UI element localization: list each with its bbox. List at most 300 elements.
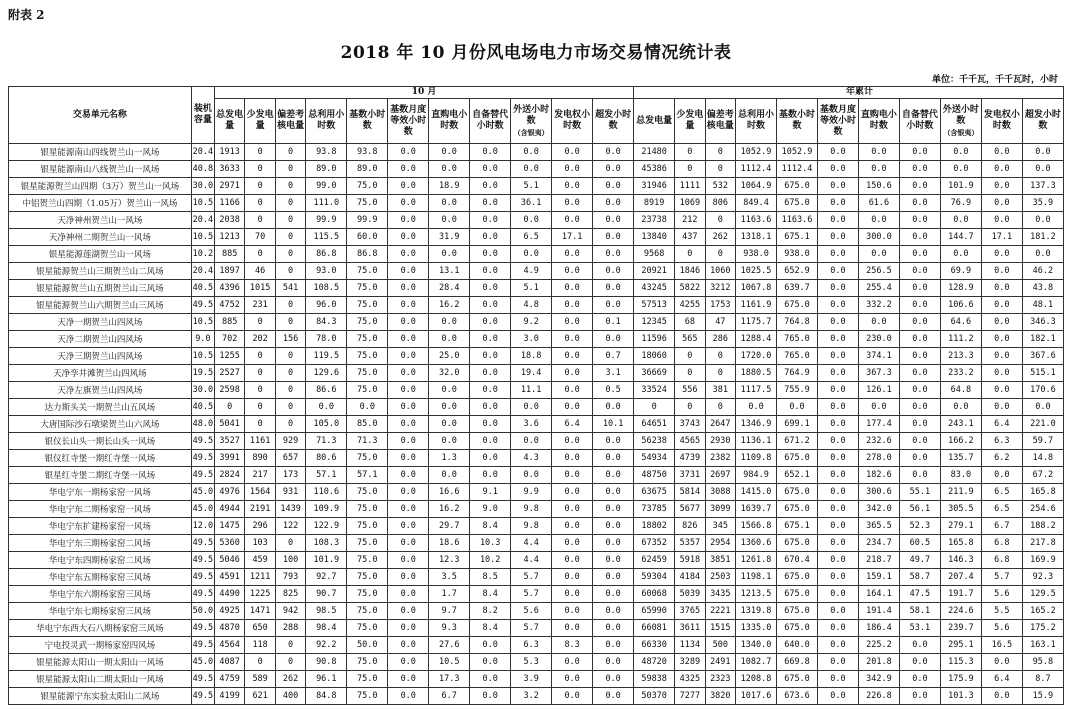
month-value-cell: 16.6	[429, 484, 470, 501]
year-value-cell: 1415.0	[736, 484, 777, 501]
year-value-cell: 3731	[675, 467, 705, 484]
unit-name-cell: 银仪红寺堡一期红寺堡一风场	[9, 450, 192, 467]
year-value-cell: 938.0	[736, 246, 777, 263]
month-value-cell: 98.4	[306, 620, 347, 637]
month-value-cell: 57.1	[306, 467, 347, 484]
year-value-cell: 207.4	[940, 569, 981, 586]
year-value-cell: 58.7	[899, 569, 940, 586]
month-value-cell: 93.8	[347, 144, 388, 161]
year-value-cell: 43.8	[1022, 280, 1063, 297]
year-value-cell: 233.2	[940, 365, 981, 382]
year-value-cell: 3743	[675, 416, 705, 433]
year-value-cell: 0.0	[817, 297, 858, 314]
month-value-cell: 10.3	[470, 535, 511, 552]
year-value-cell: 46.2	[1022, 263, 1063, 280]
year-value-cell: 61.6	[858, 195, 899, 212]
year-value-cell: 65990	[634, 603, 675, 620]
table-row	[9, 535, 1064, 552]
month-value-cell: 0.0	[511, 467, 552, 484]
year-value-cell: 262	[705, 229, 735, 246]
year-value-cell: 0.0	[981, 365, 1022, 382]
month-value-cell: 75.0	[347, 654, 388, 671]
year-value-cell: 0.0	[817, 637, 858, 654]
month-value-cell: 0.0	[388, 144, 429, 161]
month-value-cell: 71.3	[347, 433, 388, 450]
month-value-cell: 931	[275, 484, 305, 501]
year-value-cell: 45386	[634, 161, 675, 178]
month-value-cell: 0.0	[552, 535, 593, 552]
month-value-cell: 80.6	[306, 450, 347, 467]
year-value-cell: 0.0	[817, 654, 858, 671]
month-value-cell: 9.8	[511, 518, 552, 535]
month-value-cell: 96.0	[306, 297, 347, 314]
year-value-cell: 0.0	[981, 263, 1022, 280]
year-value-cell: 76.9	[940, 195, 981, 212]
capacity-cell: 49.5	[191, 467, 214, 484]
year-value-cell: 0.0	[899, 331, 940, 348]
month-value-cell: 3527	[214, 433, 244, 450]
month-value-cell: 4087	[214, 654, 244, 671]
year-value-cell: 673.6	[777, 688, 818, 705]
month-value-cell: 650	[245, 620, 275, 637]
year-value-cell: 3851	[705, 552, 735, 569]
capacity-cell: 10.5	[191, 195, 214, 212]
month-value-cell: 0	[245, 161, 275, 178]
month-value-cell: 0.0	[470, 671, 511, 688]
year-col-10: 发电权小时数	[981, 99, 1022, 144]
month-value-cell: 4752	[214, 297, 244, 314]
year-value-cell: 0.0	[736, 399, 777, 416]
table-row	[9, 671, 1064, 688]
month-value-cell: 0	[275, 297, 305, 314]
capacity-cell: 49.5	[191, 297, 214, 314]
year-value-cell: 243.1	[940, 416, 981, 433]
month-value-cell: 0.1	[593, 314, 634, 331]
table-row	[9, 518, 1064, 535]
year-value-cell: 33524	[634, 382, 675, 399]
month-value-cell: 0.0	[429, 246, 470, 263]
year-value-cell: 0.0	[817, 331, 858, 348]
year-value-cell: 0.0	[777, 399, 818, 416]
month-value-cell: 4.3	[511, 450, 552, 467]
unit-name-cell: 天净孪井滩贺兰山四风场	[9, 365, 192, 382]
month-value-cell: 0.0	[593, 399, 634, 416]
year-value-cell: 59304	[634, 569, 675, 586]
year-value-cell: 165.8	[1022, 484, 1063, 501]
year-value-cell: 67352	[634, 535, 675, 552]
year-value-cell: 1175.7	[736, 314, 777, 331]
year-value-cell: 0.0	[817, 195, 858, 212]
month-value-cell: 0.0	[593, 569, 634, 586]
month-value-cell: 89.0	[306, 161, 347, 178]
month-value-cell: 0.0	[388, 297, 429, 314]
month-col-3: 总利用小时数	[306, 99, 347, 144]
year-value-cell: 0.0	[817, 144, 858, 161]
month-value-cell: 0.0	[470, 280, 511, 297]
month-value-cell: 0	[275, 229, 305, 246]
year-value-cell: 129.5	[1022, 586, 1063, 603]
table-row	[9, 467, 1064, 484]
unit-name-cell: 银星能源贺兰山四期（3万）贺兰山一风场	[9, 178, 192, 195]
month-value-cell: 1166	[214, 195, 244, 212]
month-col-7: 自备替代小时数	[470, 99, 511, 144]
year-value-cell: 0	[705, 365, 735, 382]
year-value-cell: 15.9	[1022, 688, 1063, 705]
capacity-cell: 40.8	[191, 161, 214, 178]
month-value-cell: 0	[245, 178, 275, 195]
month-value-cell: 0.0	[552, 484, 593, 501]
month-value-cell: 0	[245, 212, 275, 229]
year-value-cell: 213.3	[940, 348, 981, 365]
month-value-cell: 9.9	[511, 484, 552, 501]
month-value-cell: 75.0	[347, 620, 388, 637]
month-value-cell: 0.0	[388, 348, 429, 365]
month-value-cell: 0	[245, 365, 275, 382]
month-value-cell: 0	[245, 144, 275, 161]
month-value-cell: 0.0	[429, 433, 470, 450]
month-value-cell: 2038	[214, 212, 244, 229]
month-value-cell: 9.2	[511, 314, 552, 331]
year-value-cell: 165.2	[1022, 603, 1063, 620]
month-value-cell: 0.0	[388, 331, 429, 348]
year-value-cell: 5822	[675, 280, 705, 297]
month-value-cell: 111.0	[306, 195, 347, 212]
year-value-cell: 165.8	[940, 535, 981, 552]
year-value-cell: 0.0	[981, 467, 1022, 484]
month-value-cell: 0.0	[429, 161, 470, 178]
year-value-cell: 5918	[675, 552, 705, 569]
year-value-cell: 0.0	[899, 433, 940, 450]
month-value-cell: 110.6	[306, 484, 347, 501]
unit-name-cell: 华电宁东四期杨家窑二风场	[9, 552, 192, 569]
year-value-cell: 3435	[705, 586, 735, 603]
year-value-cell: 0.0	[899, 178, 940, 195]
year-value-cell: 675.0	[777, 586, 818, 603]
year-value-cell: 5357	[675, 535, 705, 552]
year-value-cell: 5.7	[981, 569, 1022, 586]
month-value-cell: 3.0	[511, 331, 552, 348]
unit-note: 单位：千千瓦，千千瓦时，小时	[931, 75, 1058, 85]
year-value-cell: 6.4	[981, 416, 1022, 433]
year-value-cell: 0.0	[981, 382, 1022, 399]
year-value-cell: 669.8	[777, 654, 818, 671]
year-value-cell: 1064.9	[736, 178, 777, 195]
year-value-cell: 101.9	[940, 178, 981, 195]
year-value-cell: 0.0	[1022, 212, 1063, 229]
year-value-cell: 1017.6	[736, 688, 777, 705]
unit-name-cell: 华电宁东七期杨家窑三风场	[9, 603, 192, 620]
year-value-cell: 3212	[705, 280, 735, 297]
page-title: 2018 年 10 月份风电场电力市场交易情况统计表	[340, 43, 732, 63]
year-value-cell: 56238	[634, 433, 675, 450]
month-value-cell: 262	[275, 671, 305, 688]
year-value-cell: 0.0	[981, 331, 1022, 348]
year-value-cell: 699.1	[777, 416, 818, 433]
month-value-cell: 0.0	[388, 637, 429, 654]
year-value-cell: 826	[675, 518, 705, 535]
year-value-cell: 675.1	[777, 518, 818, 535]
year-value-cell: 12345	[634, 314, 675, 331]
month-value-cell: 18.8	[511, 348, 552, 365]
year-value-cell: 224.6	[940, 603, 981, 620]
month-value-cell: 0.0	[388, 501, 429, 518]
year-value-cell: 0.0	[817, 467, 858, 484]
year-value-cell: 128.9	[940, 280, 981, 297]
month-value-cell: 0	[245, 654, 275, 671]
month-value-cell: 400	[275, 688, 305, 705]
month-value-cell: 1211	[245, 569, 275, 586]
year-value-cell: 0	[705, 348, 735, 365]
month-value-cell: 75.0	[347, 263, 388, 280]
month-value-cell: 0.0	[593, 161, 634, 178]
month-value-cell: 0.0	[470, 450, 511, 467]
month-value-cell: 0.0	[388, 484, 429, 501]
unit-name-cell: 中铝贺兰山四期（1.05万）贺兰山一风场	[9, 195, 192, 212]
year-value-cell: 300.0	[858, 229, 899, 246]
year-value-cell: 670.4	[777, 552, 818, 569]
month-value-cell: 18.6	[429, 535, 470, 552]
year-value-cell: 6.2	[981, 450, 1022, 467]
month-value-cell: 0.0	[388, 280, 429, 297]
month-value-cell: 0.0	[429, 416, 470, 433]
month-value-cell: 288	[275, 620, 305, 637]
month-value-cell: 28.4	[429, 280, 470, 297]
year-value-cell: 0.0	[858, 212, 899, 229]
year-value-cell: 47	[705, 314, 735, 331]
month-value-cell: 0.0	[593, 263, 634, 280]
month-col-1: 少发电量	[245, 99, 275, 144]
year-value-cell: 13840	[634, 229, 675, 246]
year-value-cell: 1318.1	[736, 229, 777, 246]
year-value-cell: 0.0	[1022, 161, 1063, 178]
month-value-cell: 0.0	[552, 297, 593, 314]
month-value-cell: 0	[275, 535, 305, 552]
month-value-cell: 25.0	[429, 348, 470, 365]
month-value-cell: 6.3	[511, 637, 552, 654]
year-value-cell: 0.0	[899, 263, 940, 280]
month-value-cell: 1913	[214, 144, 244, 161]
year-value-cell: 0.0	[899, 467, 940, 484]
month-value-cell: 0.0	[429, 212, 470, 229]
year-value-cell: 286	[705, 331, 735, 348]
unit-name-cell: 天净三期贺兰山四风场	[9, 348, 192, 365]
month-value-cell: 3633	[214, 161, 244, 178]
month-value-cell: 0.0	[552, 603, 593, 620]
year-value-cell: 0.0	[1022, 399, 1063, 416]
month-value-cell: 0	[275, 314, 305, 331]
month-value-cell: 8.4	[470, 518, 511, 535]
capacity-cell: 50.0	[191, 603, 214, 620]
unit-name-cell: 华电宁东一期杨家窑一风场	[9, 484, 192, 501]
year-value-cell: 0.0	[817, 280, 858, 297]
table-row	[9, 416, 1064, 433]
year-value-cell: 69.9	[940, 263, 981, 280]
month-value-cell: 0.0	[388, 552, 429, 569]
year-value-cell: 83.0	[940, 467, 981, 484]
year-value-cell: 0.0	[817, 484, 858, 501]
month-value-cell: 9.7	[429, 603, 470, 620]
year-value-cell: 1111	[675, 178, 705, 195]
month-value-cell: 541	[275, 280, 305, 297]
year-value-cell: 0.0	[981, 195, 1022, 212]
year-value-cell: 675.0	[777, 297, 818, 314]
year-value-cell: 218.7	[858, 552, 899, 569]
year-value-cell: 66330	[634, 637, 675, 654]
year-value-cell: 186.4	[858, 620, 899, 637]
table-row	[9, 348, 1064, 365]
year-value-cell: 1109.8	[736, 450, 777, 467]
year-value-cell: 0.0	[817, 552, 858, 569]
capacity-cell: 49.5	[191, 671, 214, 688]
month-value-cell: 0	[245, 382, 275, 399]
month-value-cell: 75.0	[347, 195, 388, 212]
year-value-cell: 225.2	[858, 637, 899, 654]
year-value-cell: 675.0	[777, 620, 818, 637]
month-value-cell: 11.1	[511, 382, 552, 399]
year-value-cell: 675.0	[777, 569, 818, 586]
month-value-cell: 0.0	[552, 212, 593, 229]
month-value-cell: 0.0	[593, 297, 634, 314]
month-value-cell: 5041	[214, 416, 244, 433]
month-value-cell: 0.0	[593, 178, 634, 195]
year-value-cell: 63675	[634, 484, 675, 501]
year-value-cell: 164.1	[858, 586, 899, 603]
month-value-cell: 3991	[214, 450, 244, 467]
month-value-cell: 0.0	[388, 569, 429, 586]
year-value-cell: 5039	[675, 586, 705, 603]
month-value-cell: 75.0	[347, 348, 388, 365]
month-value-cell: 0	[245, 314, 275, 331]
year-value-cell: 3289	[675, 654, 705, 671]
year-value-cell: 0.0	[817, 569, 858, 586]
year-value-cell: 47.5	[899, 586, 940, 603]
month-value-cell: 0.0	[347, 399, 388, 416]
month-value-cell: 0	[275, 416, 305, 433]
capacity-cell: 9.0	[191, 331, 214, 348]
month-value-cell: 36.1	[511, 195, 552, 212]
year-value-cell: 0.0	[940, 161, 981, 178]
month-value-cell: 75.0	[347, 552, 388, 569]
month-value-cell: 0	[275, 144, 305, 161]
year-value-cell: 0.0	[817, 399, 858, 416]
month-value-cell: 5.1	[511, 178, 552, 195]
year-value-cell: 765.0	[777, 348, 818, 365]
year-value-cell: 1720.0	[736, 348, 777, 365]
month-value-cell: 0	[275, 246, 305, 263]
month-value-cell: 0.0	[593, 654, 634, 671]
year-value-cell: 92.3	[1022, 569, 1063, 586]
year-value-cell: 0.0	[817, 365, 858, 382]
year-value-cell: 232.6	[858, 433, 899, 450]
year-value-cell: 0.0	[899, 297, 940, 314]
year-value-cell: 849.4	[736, 195, 777, 212]
month-value-cell: 96.1	[306, 671, 347, 688]
year-value-cell: 1360.6	[736, 535, 777, 552]
capacity-cell: 45.0	[191, 501, 214, 518]
month-value-cell: 46	[245, 263, 275, 280]
year-value-cell: 115.3	[940, 654, 981, 671]
month-value-cell: 0.0	[511, 246, 552, 263]
table-row	[9, 620, 1064, 637]
year-value-cell: 64651	[634, 416, 675, 433]
unit-name-cell: 华电宁东扩建杨家窑一风场	[9, 518, 192, 535]
month-value-cell: 0.0	[552, 586, 593, 603]
year-value-cell: 0.0	[899, 314, 940, 331]
year-value-cell: 57513	[634, 297, 675, 314]
month-value-cell: 1475	[214, 518, 244, 535]
month-value-cell: 0.0	[470, 467, 511, 484]
year-value-cell: 48.1	[1022, 297, 1063, 314]
month-value-cell: 0.0	[470, 365, 511, 382]
year-value-cell: 764.9	[777, 365, 818, 382]
header-capacity: 装机容量	[191, 87, 214, 144]
year-value-cell: 126.1	[858, 382, 899, 399]
month-value-cell: 0.0	[388, 654, 429, 671]
year-value-cell: 1060	[705, 263, 735, 280]
month-value-cell: 86.8	[306, 246, 347, 263]
year-value-cell: 2382	[705, 450, 735, 467]
year-value-cell: 0.0	[817, 348, 858, 365]
month-value-cell: 885	[214, 314, 244, 331]
month-value-cell: 75.0	[347, 450, 388, 467]
unit-name-cell: 达力斯头关一期贺兰山五风场	[9, 399, 192, 416]
month-value-cell: 0.0	[552, 246, 593, 263]
month-value-cell: 0.0	[511, 433, 552, 450]
year-value-cell: 106.6	[940, 297, 981, 314]
month-value-cell: 0.0	[388, 246, 429, 263]
month-value-cell: 70	[245, 229, 275, 246]
header-month: 10 月	[214, 87, 633, 99]
year-value-cell: 0.0	[858, 161, 899, 178]
year-value-cell: 1052.9	[777, 144, 818, 161]
month-value-cell: 10.1	[593, 416, 634, 433]
table-row	[9, 501, 1064, 518]
month-value-cell: 0.0	[593, 603, 634, 620]
month-value-cell: 6.5	[511, 229, 552, 246]
month-value-cell: 0.0	[388, 433, 429, 450]
month-value-cell: 5360	[214, 535, 244, 552]
year-value-cell: 0	[675, 144, 705, 161]
year-value-cell: 0	[675, 161, 705, 178]
header-unit-name: 交易单元名称	[9, 87, 192, 144]
month-value-cell: 0.0	[388, 586, 429, 603]
capacity-cell: 40.5	[191, 399, 214, 416]
month-value-cell: 0.0	[470, 314, 511, 331]
capacity-cell: 45.0	[191, 654, 214, 671]
month-value-cell: 3.6	[511, 416, 552, 433]
table-row	[9, 263, 1064, 280]
capacity-cell: 48.0	[191, 416, 214, 433]
year-value-cell: 135.7	[940, 450, 981, 467]
year-value-cell: 62459	[634, 552, 675, 569]
month-value-cell: 10.2	[470, 552, 511, 569]
month-value-cell: 93.8	[306, 144, 347, 161]
unit-name-cell: 银星能源南山四线贺兰山一风场	[9, 144, 192, 161]
unit-name-cell: 银星能源南山八线贺兰山一风场	[9, 161, 192, 178]
year-value-cell: 211.9	[940, 484, 981, 501]
year-value-cell: 8919	[634, 195, 675, 212]
month-value-cell: 0.5	[593, 382, 634, 399]
month-value-cell: 75.0	[347, 688, 388, 705]
year-value-cell: 305.5	[940, 501, 981, 518]
month-value-cell: 0.0	[388, 518, 429, 535]
month-value-cell: 0.0	[593, 195, 634, 212]
year-value-cell: 23738	[634, 212, 675, 229]
month-value-cell: 0.0	[470, 246, 511, 263]
month-value-cell: 589	[245, 671, 275, 688]
month-value-cell: 0.0	[388, 365, 429, 382]
month-value-cell: 0	[275, 399, 305, 416]
